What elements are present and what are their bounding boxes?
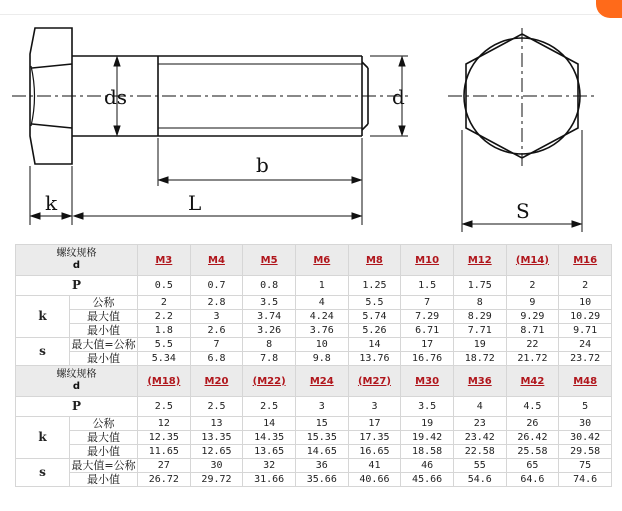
pitch-cell: 3 <box>348 397 401 417</box>
k-cell: 12 <box>138 417 191 431</box>
s-row <box>16 473 612 487</box>
s-cell: 8 <box>243 338 296 352</box>
s-sub-label: 最大值=公称 <box>71 338 136 351</box>
pitch-cell: 0.8 <box>243 276 296 296</box>
size-link[interactable]: M42 <box>506 366 559 397</box>
s-cell: 17 <box>401 338 454 352</box>
pitch-cell: 2.5 <box>190 397 243 417</box>
thread-spec-symbol: d <box>72 381 81 392</box>
size-link[interactable]: M4 <box>190 245 243 276</box>
k-cell: 7.29 <box>401 310 454 324</box>
k-cell: 26.42 <box>506 431 559 445</box>
size-link[interactable]: M36 <box>453 366 506 397</box>
k-cell: 3.76 <box>295 324 348 338</box>
thread-spec-header <box>16 245 138 276</box>
k-group-label: k <box>16 417 70 459</box>
pitch-label: P <box>16 276 138 296</box>
pitch-cell: 0.5 <box>138 276 191 296</box>
k-cell: 30 <box>559 417 612 431</box>
pitch-cell: 2.5 <box>243 397 296 417</box>
spec-table <box>15 244 612 487</box>
k-cell: 14 <box>243 417 296 431</box>
thread-spec-label: 螺纹规格 <box>56 248 97 259</box>
k-cell: 30.42 <box>559 431 612 445</box>
k-cell: 15 <box>295 417 348 431</box>
s-cell: 35.66 <box>295 473 348 487</box>
k-cell: 19.42 <box>401 431 454 445</box>
k-cell: 4.24 <box>295 310 348 324</box>
s-cell: 23.72 <box>559 352 612 366</box>
k-group-label: k <box>16 296 70 338</box>
s-cell: 21.72 <box>506 352 559 366</box>
s-cell: 74.6 <box>559 473 612 487</box>
s-cell: 7 <box>190 338 243 352</box>
k-cell: 7 <box>401 296 454 310</box>
k-row <box>16 417 612 431</box>
k-cell: 13.65 <box>243 445 296 459</box>
s-cell: 9.8 <box>295 352 348 366</box>
k-cell: 2.6 <box>190 324 243 338</box>
d-label: d <box>392 85 405 109</box>
s-cell: 7.8 <box>243 352 296 366</box>
k-cell: 29.58 <box>559 445 612 459</box>
k-cell: 9 <box>506 296 559 310</box>
k-cell: 10 <box>559 296 612 310</box>
size-link[interactable]: M20 <box>190 366 243 397</box>
k-cell: 5.74 <box>348 310 401 324</box>
pitch-cell: 1.75 <box>453 276 506 296</box>
s-cell: 29.72 <box>190 473 243 487</box>
k-cell: 9.71 <box>559 324 612 338</box>
k-cell: 3.74 <box>243 310 296 324</box>
s-row <box>16 352 612 366</box>
pitch-cell: 1.25 <box>348 276 401 296</box>
k-cell: 23 <box>453 417 506 431</box>
k-cell: 12.65 <box>190 445 243 459</box>
k-cell: 8 <box>453 296 506 310</box>
size-link[interactable]: M16 <box>559 245 612 276</box>
s-cell: 40.66 <box>348 473 401 487</box>
s-cell: 41 <box>348 459 401 473</box>
s-row <box>16 338 612 352</box>
thread-spec-symbol: d <box>72 260 81 271</box>
s-row <box>16 459 612 473</box>
pitch-label: P <box>16 397 138 417</box>
size-link[interactable]: M3 <box>138 245 191 276</box>
k-sub-label: 最小值 <box>70 324 138 338</box>
k-cell: 1.8 <box>138 324 191 338</box>
size-header-row <box>16 366 612 397</box>
k-cell: 22.58 <box>453 445 506 459</box>
ds-label: ds <box>104 85 128 109</box>
pitch-cell: 4 <box>453 397 506 417</box>
size-link[interactable]: M24 <box>295 366 348 397</box>
s-cell: 5.5 <box>138 338 191 352</box>
s-group-label: s <box>16 338 70 366</box>
k-sub-label: 最小值 <box>70 445 138 459</box>
s-cell: 45.66 <box>401 473 454 487</box>
pitch-cell: 2 <box>559 276 612 296</box>
k-cell: 14.35 <box>243 431 296 445</box>
k-cell: 25.58 <box>506 445 559 459</box>
s-cell: 65 <box>506 459 559 473</box>
s-cell: 46 <box>401 459 454 473</box>
k-cell: 11.65 <box>138 445 191 459</box>
size-link[interactable]: (M22) <box>243 366 296 397</box>
size-header-row <box>16 245 612 276</box>
k-cell: 15.35 <box>295 431 348 445</box>
k-cell: 13.35 <box>190 431 243 445</box>
s-cell: 31.66 <box>243 473 296 487</box>
k-cell: 19 <box>401 417 454 431</box>
thread-spec-label: 螺纹规格 <box>56 369 97 380</box>
s-cell: 30 <box>190 459 243 473</box>
size-link[interactable]: M12 <box>453 245 506 276</box>
k-cell: 13 <box>190 417 243 431</box>
s-cell: 75 <box>559 459 612 473</box>
s-cell: 5.34 <box>138 352 191 366</box>
k-cell: 7.71 <box>453 324 506 338</box>
s-cell: 54.6 <box>453 473 506 487</box>
s-cell: 26.72 <box>138 473 191 487</box>
s-cell: 14 <box>348 338 401 352</box>
size-link[interactable]: M8 <box>348 245 401 276</box>
size-link[interactable]: (M18) <box>138 366 191 397</box>
L-label: L <box>188 191 202 215</box>
s-sub-label: 最小值 <box>70 473 138 487</box>
k-cell: 10.29 <box>559 310 612 324</box>
pitch-cell: 4.5 <box>506 397 559 417</box>
s-cell: 13.76 <box>348 352 401 366</box>
size-link[interactable]: (M14) <box>506 245 559 276</box>
size-link[interactable]: M6 <box>295 245 348 276</box>
k-sub-label: 最大值 <box>70 310 138 324</box>
pitch-row <box>16 397 612 417</box>
k-cell: 2 <box>138 296 191 310</box>
k-label: k <box>45 191 58 215</box>
k-row <box>16 310 612 324</box>
s-sub-label: 最小值 <box>70 352 138 366</box>
k-cell: 8.29 <box>453 310 506 324</box>
size-link[interactable]: (M27) <box>348 366 401 397</box>
k-cell: 23.42 <box>453 431 506 445</box>
size-link[interactable]: M30 <box>401 366 454 397</box>
k-cell: 4 <box>295 296 348 310</box>
k-row <box>16 431 612 445</box>
k-cell: 6.71 <box>401 324 454 338</box>
k-cell: 3 <box>190 310 243 324</box>
k-cell: 17 <box>348 417 401 431</box>
pitch-cell: 3 <box>295 397 348 417</box>
s-cell: 55 <box>453 459 506 473</box>
k-cell: 9.29 <box>506 310 559 324</box>
k-cell: 18.58 <box>401 445 454 459</box>
k-cell: 16.65 <box>348 445 401 459</box>
pitch-cell: 1.5 <box>401 276 454 296</box>
size-link[interactable]: M48 <box>559 366 612 397</box>
pitch-cell: 2.5 <box>138 397 191 417</box>
s-group-label: s <box>16 459 70 487</box>
pitch-cell: 1 <box>295 276 348 296</box>
s-cell: 18.72 <box>453 352 506 366</box>
k-sub-label: 最大值 <box>70 431 138 445</box>
bolt-drawing <box>0 0 622 244</box>
s-cell: 6.8 <box>190 352 243 366</box>
pitch-cell: 5 <box>559 397 612 417</box>
pitch-cell: 3.5 <box>401 397 454 417</box>
k-row <box>16 445 612 459</box>
s-cell: 27 <box>138 459 191 473</box>
k-cell: 2.2 <box>138 310 191 324</box>
k-cell: 5.26 <box>348 324 401 338</box>
k-row <box>16 324 612 338</box>
k-cell: 14.65 <box>295 445 348 459</box>
s-cell: 10 <box>295 338 348 352</box>
k-cell: 8.71 <box>506 324 559 338</box>
k-cell: 26 <box>506 417 559 431</box>
k-cell: 2.8 <box>190 296 243 310</box>
pitch-row <box>16 276 612 296</box>
pitch-cell: 2 <box>506 276 559 296</box>
s-cell: 24 <box>559 338 612 352</box>
s-cell: 32 <box>243 459 296 473</box>
b-label: b <box>256 153 269 177</box>
thread-spec-header <box>16 366 138 397</box>
k-cell: 5.5 <box>348 296 401 310</box>
k-cell: 3.26 <box>243 324 296 338</box>
k-sub-label: 公称 <box>70 417 138 431</box>
pitch-cell: 0.7 <box>190 276 243 296</box>
k-row <box>16 296 612 310</box>
k-sub-label: 公称 <box>70 296 138 310</box>
size-link[interactable]: M5 <box>243 245 296 276</box>
s-cell: 36 <box>295 459 348 473</box>
k-cell: 12.35 <box>138 431 191 445</box>
s-label: S <box>516 199 530 223</box>
k-cell: 17.35 <box>348 431 401 445</box>
k-cell: 3.5 <box>243 296 296 310</box>
s-cell: 22 <box>506 338 559 352</box>
s-cell: 19 <box>453 338 506 352</box>
s-cell: 64.6 <box>506 473 559 487</box>
s-cell: 16.76 <box>401 352 454 366</box>
size-link[interactable]: M10 <box>401 245 454 276</box>
s-sub-label: 最大值=公称 <box>71 459 136 472</box>
